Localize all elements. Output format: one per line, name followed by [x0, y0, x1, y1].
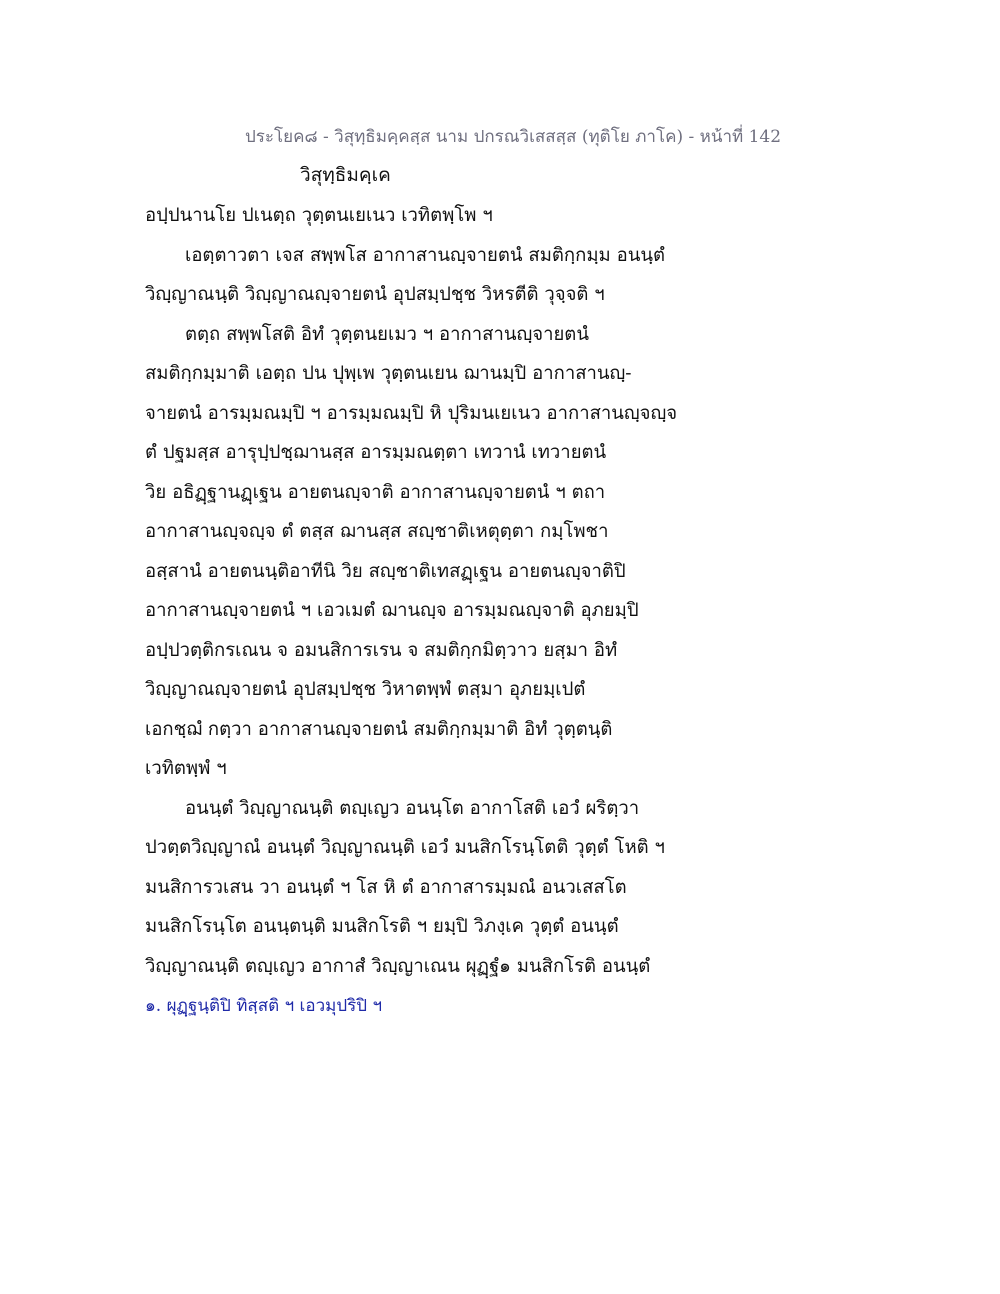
footnote: ๑. ผุฏฺฐนฺติปิ ทิสฺสติ ฯ เอวมุปริปิ ฯ: [145, 996, 382, 1016]
text-line: จายตนํ อารมฺมณมฺปิ ฯ อารมฺมณมฺปิ หิ ปุริมนเยเนว อากาสานญฺจญฺจ: [145, 402, 678, 424]
text-line: อปฺปนานโย ปเนตฺถ วุตฺตนเยเนว เวทิตพฺโพ ฯ: [145, 205, 493, 226]
text-line: มนสิกโรนฺโต อนนฺตนฺติ มนสิกโรติ ฯ ยมฺปิ วิภงฺเค วุตฺตํ อนนฺตํ: [145, 916, 619, 937]
text-line: ตํ ปฐมสฺส อารุปฺปชฺฌานสฺส อารมฺมณตฺตา เทวานํ เทวายตนํ: [145, 442, 607, 463]
text-line: ปวตฺตวิญฺญาณํ อนนฺตํ วิญฺญาณนฺติ เอวํ มนสิกโรนฺโตติ วุตฺตํ โหติ ฯ: [145, 837, 665, 858]
text-line: อนนฺตํ วิญฺญาณนฺติ ตญฺเญว อนนฺโต อากาโสติ เอวํ ผริตฺวา: [185, 797, 640, 819]
text-line: วิญฺญาณญฺจายตนํ อุปสมฺปชฺช วิหาตพฺพํ ตสฺมา อุภยมฺเปตํ: [145, 679, 586, 700]
running-header: ประโยค๘ - วิสุทฺธิมคฺคสฺส นาม ปกรณวิเสสสฺส (ทุติโย ภาโค) - หน้าที่ 142: [245, 127, 782, 147]
text-line: เวทิตพฺพํ ฯ: [145, 758, 227, 779]
text-line: วิย อธิฏฺฐานฏฺเฐน อายตนญฺจาติ อากาสานญฺจายตนํ ฯ ตถา: [145, 481, 606, 503]
text-line: เอกชฺฌํ กตฺวา อากาสานญฺจายตนํ สมติกฺกมฺมาติ อิทํ วุตฺตนฺติ: [145, 718, 613, 740]
text-line: อากาสานญฺจายตนํ ฯ เอวเมตํ ฌานญฺจ อารมฺมณญฺจาติ อุภยมฺปิ: [145, 600, 639, 621]
body-text: [145, 196, 845, 986]
text-line: อปฺปวตฺติกรเณน จ อมนสิการเรน จ สมติกฺกมิตฺวาว ยสฺมา อิทํ: [145, 639, 618, 661]
text-line: มนสิการวเสน วา อนนฺตํ ฯ โส หิ ตํ อากาสารมฺมณํ อนวเสสโต: [145, 876, 627, 898]
text-line: วิญฺญาณนฺติ ตญฺเญว อากาสํ วิญฺญาเณน ผุฏฺฐํ๑ มนสิกโรติ อนนฺตํ: [145, 955, 651, 977]
text-line: ตตฺถ สพฺพโสติ อิทํ วุตฺตนยเมว ฯ อากาสานญฺจายตนํ: [185, 323, 589, 345]
text-line: เอตฺตาวตา เจส สพฺพโส อากาสานญฺจายตนํ สมติกฺกมฺม อนนฺตํ: [185, 244, 666, 266]
section-title: วิสุทฺธิมคฺเค: [300, 164, 391, 186]
text-line: วิญฺญาณนฺติ วิญฺญาณญฺจายตนํ อุปสมฺปชฺช วิหรตีติ วุจฺจติ ฯ: [145, 284, 605, 305]
text-line: อสฺสานํ อายตนนฺติอาทีนิ วิย สญฺชาติเทสฏฺเฐน อายตนญฺจาติปิ: [145, 560, 626, 582]
text-line: อากาสานญฺจญฺจ ตํ ตสฺส ฌานสฺส สญฺชาติเหตุตฺตา กมฺโพชา: [145, 521, 609, 542]
text-line: สมติกฺกมฺมาติ เอตฺถ ปน ปุพฺเพ วุตฺตนเยน ฌานมฺปิ อากาสานญฺ-: [145, 363, 632, 384]
